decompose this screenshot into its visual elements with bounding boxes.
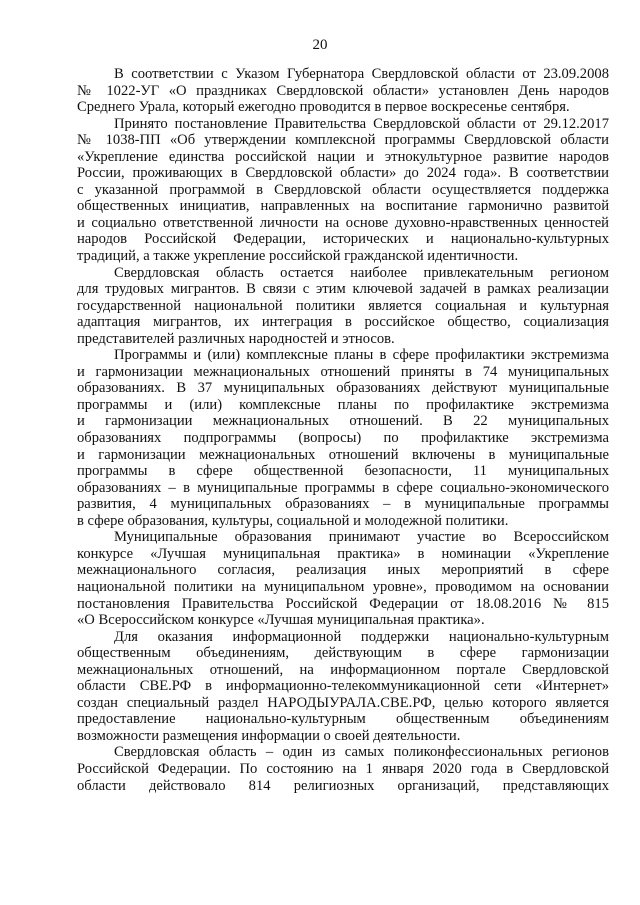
text-line: программы и (или) комплексные планы по профилактике экстремизма [77, 396, 609, 413]
text-line: возможности размещения информации о своей деятельности. [77, 727, 461, 744]
page-number: 20 [312, 37, 328, 53]
text-line: Для оказания информационной поддержки национально-культурным [114, 628, 609, 645]
text-line: адаптация мигрантов, их интеграция в российское общество, социализация [77, 314, 609, 331]
text-line: с указанной программой в Свердловской области осуществляется поддержка [77, 181, 609, 198]
paragraph [77, 744, 609, 794]
text-line: Свердловская область остается наиболее привлекательным регионом [114, 264, 609, 281]
text-line: общественным объединениям, действующим в сфере гармонизации [77, 645, 609, 662]
text-line: № 1038-ПП «Об утверждении комплексной программы Свердловской области [77, 132, 609, 149]
text-line: и гармонизации межнациональных отношений включены в муниципальные [77, 446, 609, 463]
text-line: области СВЕ.РФ в информационно-телекоммуникационной сети «Интернет» [77, 678, 609, 695]
text-line: Российской Федерации. По состоянию на 1 января 2020 года в Свердловской [77, 760, 609, 777]
text-line: области действовало 814 религиозных организаций, представляющих [77, 777, 609, 794]
paragraph [77, 116, 609, 265]
text-line: создан специальный раздел НАРОДЫУРАЛА.СВЕ.РФ, целью которого является [77, 694, 609, 711]
text-line: развития, 4 муниципальных образованиях – в муниципальные программы [77, 496, 609, 513]
text-line: для трудовых мигрантов. В связи с этим ключевой задачей в рамках реализации [77, 281, 609, 298]
text-line: России, проживающих в Свердловской области» до 2024 года». В соответствии [77, 165, 609, 182]
text-line: представителей различных народностей и этносов. [77, 330, 395, 347]
text-line: № 1022-УГ «О праздниках Свердловской области» установлен День народов [77, 82, 609, 99]
paragraph [77, 347, 609, 529]
text-line: Принято постановление Правительства Свердловской области от 29.12.2017 [114, 115, 609, 132]
text-line: и гармонизации межнациональных отношений. В 22 муниципальных [77, 413, 609, 430]
text-line: межнациональных отношений, на информационном портале Свердловской [77, 661, 609, 678]
text-line: государственной национальной политики является социальная и культурная [77, 297, 609, 314]
body-text [77, 66, 609, 794]
text-line: образованиях – в муниципальные программы в сфере социально-экономического [77, 479, 609, 496]
text-line: Среднего Урала, который ежегодно проводится в первое воскресенье сентября. [77, 99, 570, 116]
text-line: постановления Правительства Российской Федерации от 18.08.2016 № 815 [77, 595, 609, 612]
text-line: предоставление национально-культурным общественным объединениям [77, 711, 609, 728]
text-line: и социально ответственной личности на основе духовно-нравственных ценностей [77, 214, 609, 231]
paragraph [77, 529, 609, 628]
text-line: «Укрепление единства российской нации и этнокультурное развитие народов [77, 148, 609, 165]
text-line: и гармонизации межнациональных отношений приняты в 74 муниципальных [77, 363, 609, 380]
text-line: традиций, а также укрепление российской гражданской идентичности. [77, 248, 519, 265]
text-line: образованиях. В 37 муниципальных образованиях действуют муниципальные [77, 380, 609, 397]
text-line: общественных инициатив, направленных на воспитание гармонично развитой [77, 198, 609, 215]
text-line: «О Всероссийском конкурсе «Лучшая муниципальная практика». [77, 612, 485, 629]
text-line: программы в сфере общественной безопасности, 11 муниципальных [77, 463, 609, 480]
text-line: народов Российской Федерации, исторических и национально-культурных [77, 231, 609, 248]
text-line: образованиях подпрограммы (вопросы) по профилактике экстремизма [77, 430, 609, 447]
text-line: Свердловская область – один из самых поликонфессиональных регионов [114, 744, 609, 761]
text-line: Программы и (или) комплексные планы в сфере профилактики экстремизма [114, 347, 609, 364]
paragraph [77, 265, 609, 348]
text-line: в сфере образования, культуры, социальной и молодежной политики. [77, 512, 509, 529]
paragraph [77, 629, 609, 745]
text-line: национальной политики на муниципальном уровне», проводимом на основании [77, 578, 609, 595]
paragraph [77, 66, 609, 116]
text-line: Муниципальные образования принимают участие во Всероссийском [114, 529, 609, 546]
text-line: В соответствии с Указом Губернатора Свердловской области от 23.09.2008 [114, 66, 609, 82]
text-line: конкурсе «Лучшая муниципальная практика» в номинации «Укрепление [77, 545, 609, 562]
text-line: межнационального согласия, реализация иных мероприятий в сфере [77, 562, 609, 579]
